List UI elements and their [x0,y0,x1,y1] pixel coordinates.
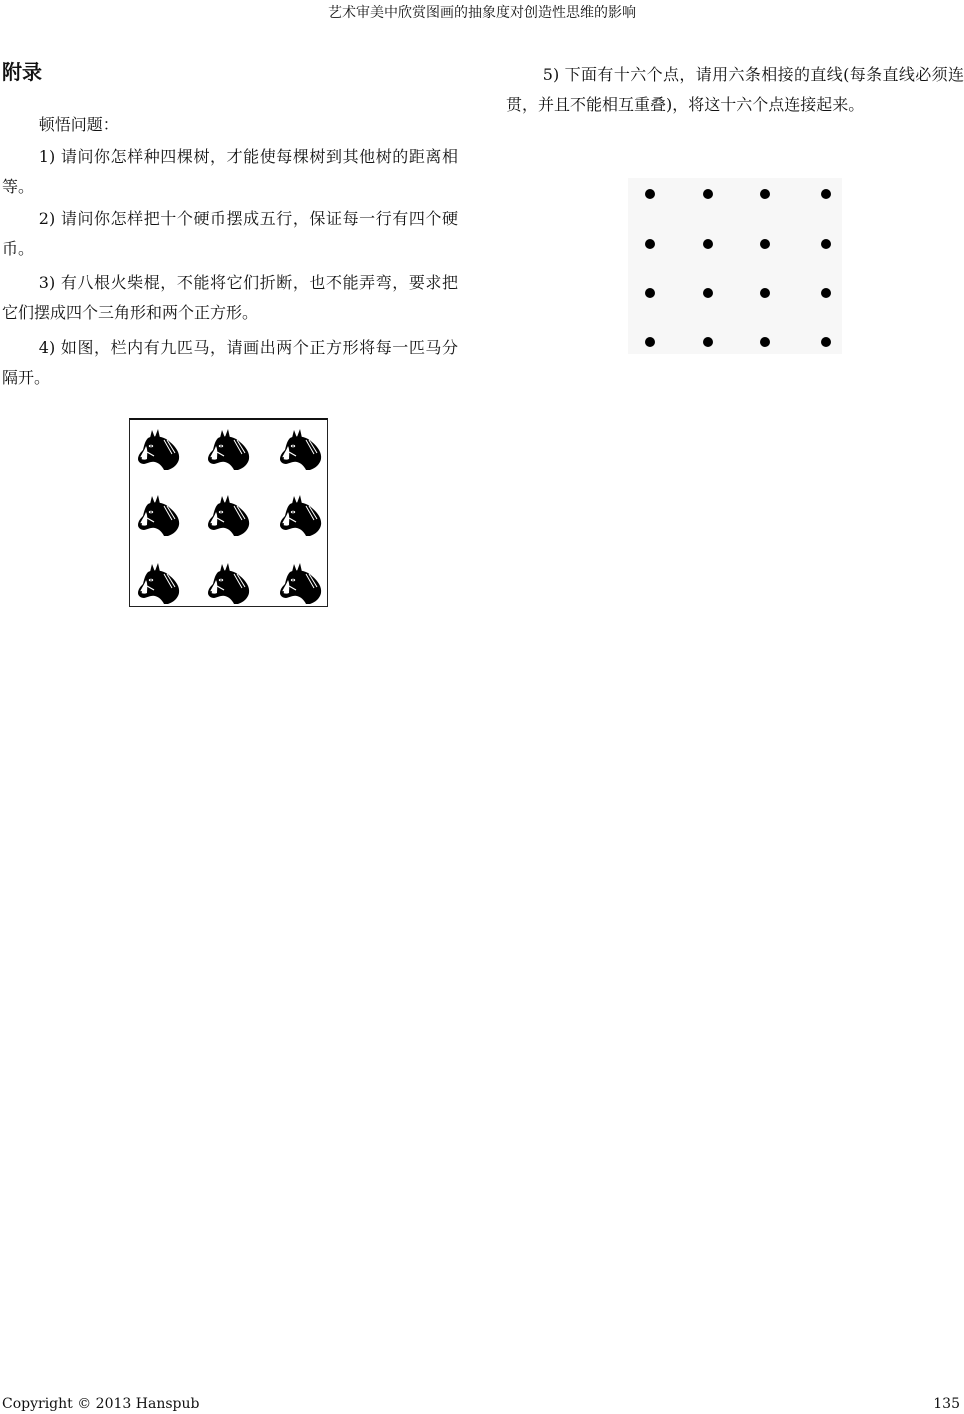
dot-icon [703,337,713,347]
question-2: 2) 请问你怎样把十个硬币摆成五行，保证每一行有四个硬币。 [2,209,458,258]
dot-icon [645,288,655,298]
horse-grid [130,420,327,606]
dot-icon [821,189,831,199]
dot-icon [760,239,770,249]
dot-icon [645,239,655,249]
dot-grid [628,178,842,354]
dot-icon [703,288,713,298]
appendix-title: 附录 [2,60,42,84]
dot-icon [703,239,713,249]
horse-head-icon [134,492,182,540]
horse-head-icon [204,426,252,474]
question-3: 3) 有八根火柴棍，不能将它们折断，也不能弄弯，要求把它们摆成四个三角形和两个正方形。 [2,273,458,322]
dot-icon [645,189,655,199]
dot-icon [821,288,831,298]
horse-head-icon [276,426,324,474]
dot-icon [760,189,770,199]
footer-copyright: Copyright © 2013 Hanspub [2,1396,200,1412]
horse-head-icon [276,560,324,608]
horse-head-icon [134,426,182,474]
horse-head-icon [134,560,182,608]
running-head: 艺术审美中欣赏图画的抽象度对创造性思维的影响 [328,5,636,21]
horse-head-icon [276,492,324,540]
dot-figure [628,178,842,354]
dot-icon [821,337,831,347]
horse-head-icon [204,492,252,540]
question-4: 4) 如图，栏内有九匹马，请画出两个正方形将每一匹马分隔开。 [2,338,458,387]
footer-page-number: 135 [933,1396,960,1412]
question-5: 5) 下面有十六个点，请用六条相接的直线(每条直线必须连贯，并且不能相互重叠)，将这十六个点连接起来。 [506,65,964,114]
horse-figure [129,418,328,607]
horse-head-icon [204,560,252,608]
dot-icon [645,337,655,347]
dot-icon [703,189,713,199]
question-1: 1) 请问你怎样种四棵树，才能使每棵树到其他树的距离相等。 [2,147,458,196]
appendix-intro: 顿悟问题： [38,115,119,134]
dot-icon [821,239,831,249]
dot-icon [760,288,770,298]
dot-icon [760,337,770,347]
